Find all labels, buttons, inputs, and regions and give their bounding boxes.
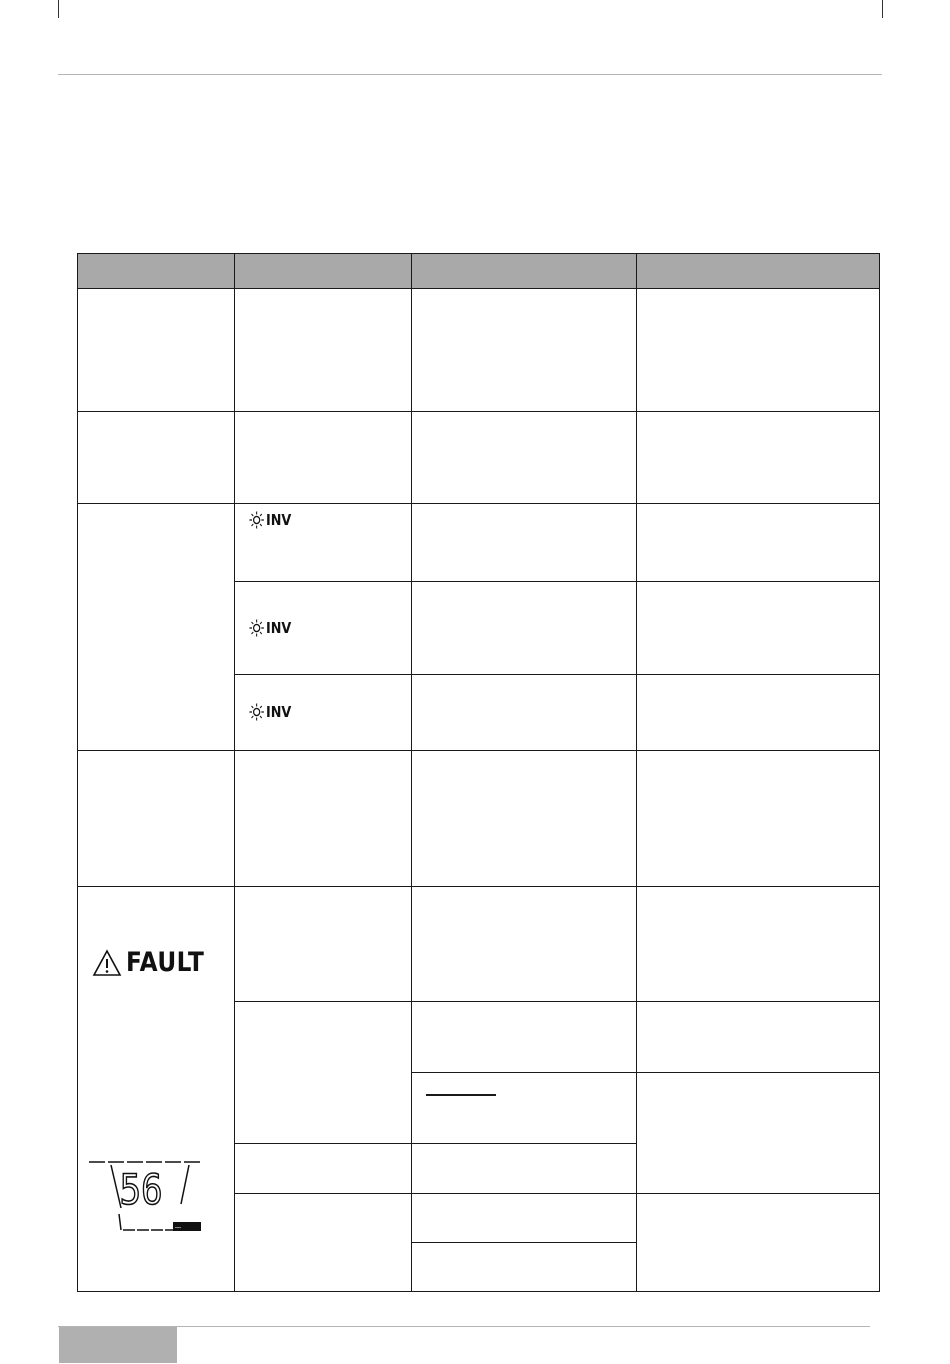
table-cell xyxy=(412,1194,637,1243)
table-cell xyxy=(235,289,412,412)
table-cell xyxy=(637,1073,880,1194)
table-cell xyxy=(412,887,637,1002)
table-cell xyxy=(412,751,637,887)
sun-flash-icon xyxy=(249,703,264,721)
page-number-tab xyxy=(59,1327,177,1363)
header-rule xyxy=(58,74,882,75)
svg-text:⋯⋯: ⋯⋯ xyxy=(175,1225,182,1231)
inv-status-cell xyxy=(235,582,412,675)
table-cell xyxy=(637,412,880,504)
table-row xyxy=(78,504,880,582)
table-cell xyxy=(412,1144,637,1194)
sun-flash-icon xyxy=(249,511,264,529)
table-cell xyxy=(235,1002,412,1144)
table-cell xyxy=(637,1194,880,1292)
table-cell xyxy=(637,1002,880,1073)
sun-flash-icon xyxy=(249,619,264,637)
header-cell xyxy=(235,254,412,289)
table-cell xyxy=(235,1194,412,1292)
footer-rule xyxy=(58,1326,870,1327)
underline-mark xyxy=(426,1094,496,1096)
inv-status-cell xyxy=(235,675,412,751)
table-cell xyxy=(412,289,637,412)
table-cell xyxy=(235,1144,412,1194)
table-row xyxy=(78,412,880,504)
lcd-digits: 56 xyxy=(119,1166,163,1215)
fault-status-cell xyxy=(78,887,235,1292)
table-cell xyxy=(412,675,637,751)
table-cell xyxy=(412,1073,637,1144)
crop-mark xyxy=(58,0,59,18)
table-header-row xyxy=(78,254,880,289)
inv-status-cell xyxy=(235,504,412,582)
table-row xyxy=(78,751,880,887)
crop-mark xyxy=(882,0,883,18)
table-cell xyxy=(637,887,880,1002)
table-cell xyxy=(412,504,637,582)
table-cell xyxy=(235,412,412,504)
table-cell xyxy=(412,1002,637,1073)
table-cell xyxy=(637,289,880,412)
lcd-segment-display xyxy=(89,1158,207,1239)
table-cell xyxy=(412,582,637,675)
table-cell xyxy=(235,887,412,1002)
table-cell xyxy=(637,582,880,675)
table-cell xyxy=(637,504,880,582)
inv-label: INV xyxy=(266,511,292,529)
inv-indicator xyxy=(249,703,291,721)
header-cell xyxy=(637,254,880,289)
table-cell xyxy=(412,412,637,504)
table-cell xyxy=(78,504,235,751)
table-cell xyxy=(637,675,880,751)
inv-label: INV xyxy=(266,703,292,721)
table-cell xyxy=(235,751,412,887)
table-cell xyxy=(78,751,235,887)
inv-label: INV xyxy=(266,619,292,637)
header-cell xyxy=(78,254,235,289)
table-cell xyxy=(412,1243,637,1292)
warning-triangle-icon xyxy=(92,949,122,977)
indicator-table xyxy=(77,253,880,1292)
header-cell xyxy=(412,254,637,289)
inv-indicator xyxy=(249,511,291,529)
table-cell xyxy=(78,412,235,504)
table-cell xyxy=(637,751,880,887)
fault-indicator xyxy=(92,947,217,978)
inv-indicator xyxy=(249,619,291,637)
table-row xyxy=(78,887,880,1002)
table-cell xyxy=(78,289,235,412)
table-row xyxy=(78,289,880,412)
fault-label: FAULT xyxy=(126,947,205,978)
